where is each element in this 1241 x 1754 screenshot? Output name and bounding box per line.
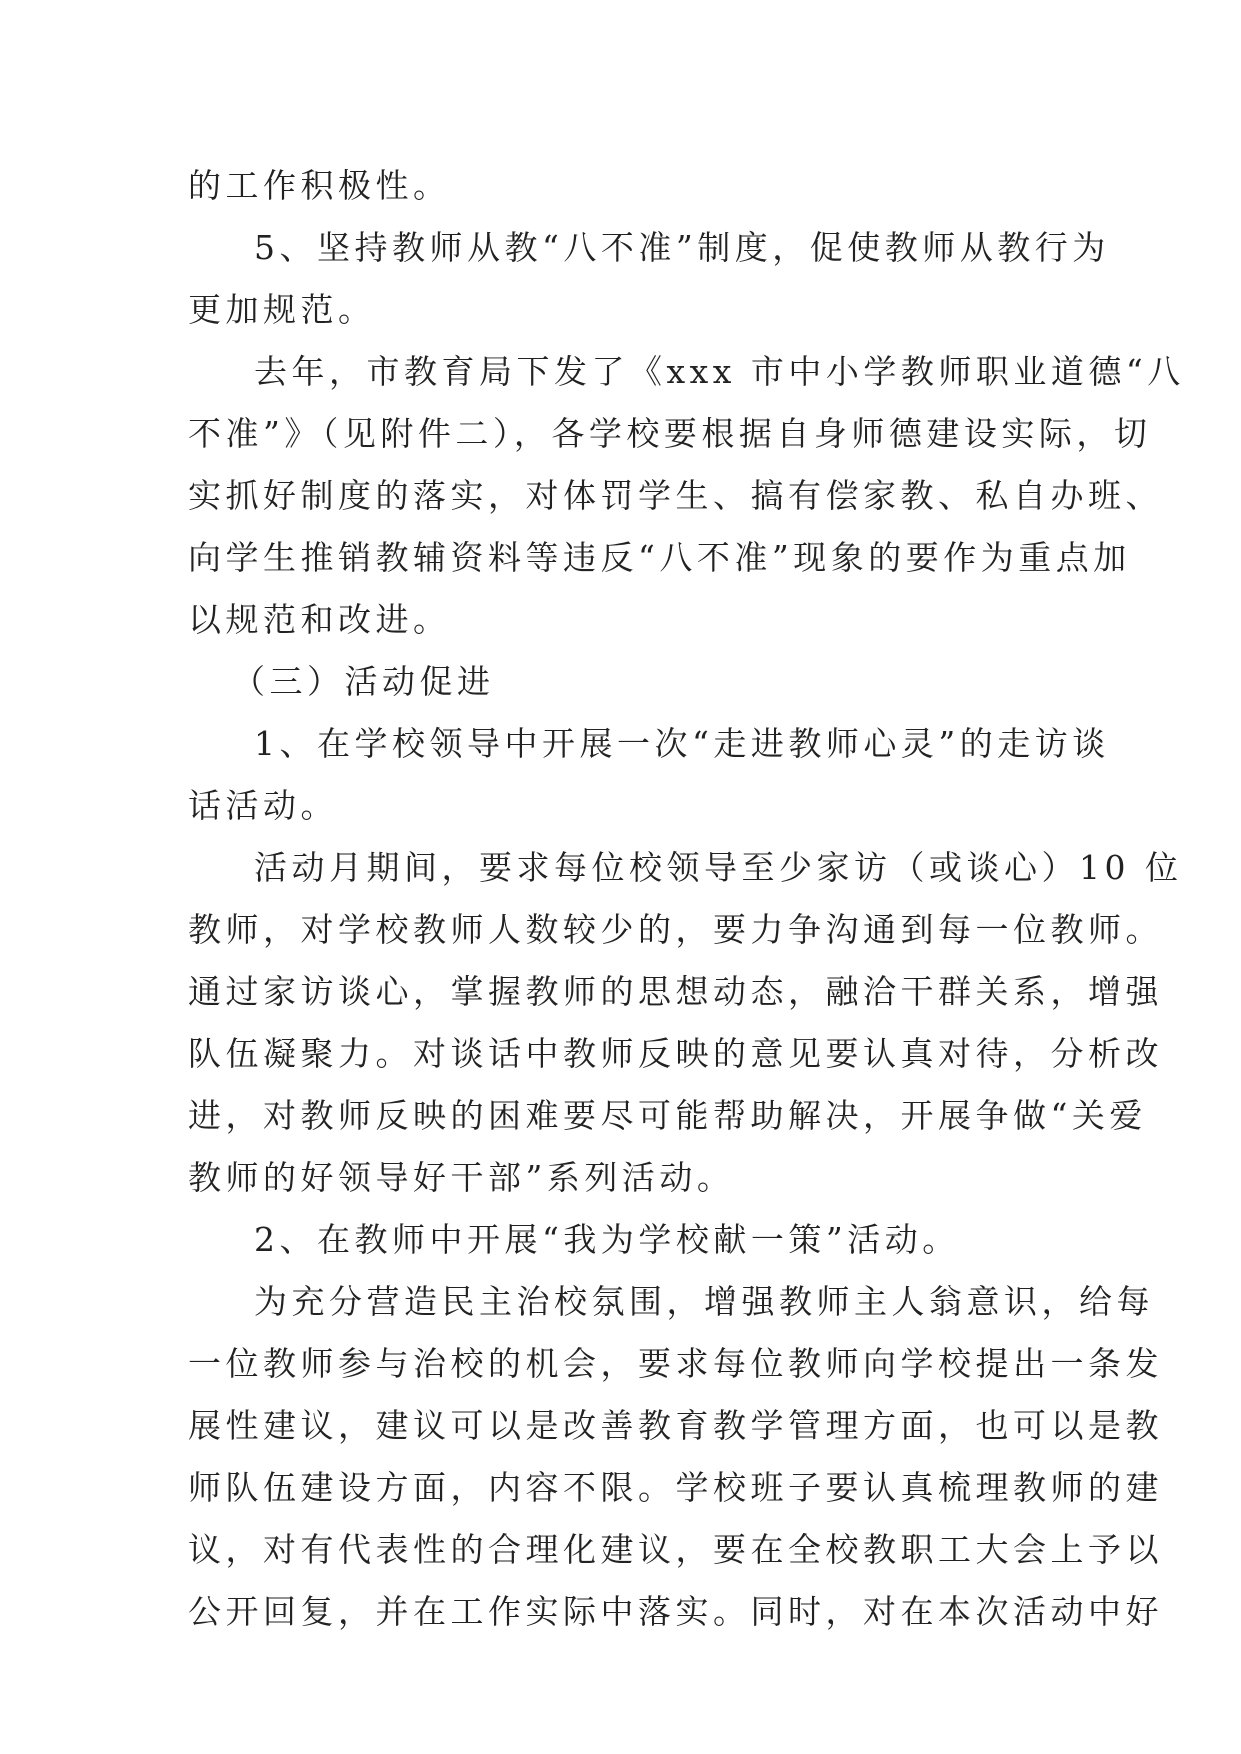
paragraph-line: 公开回复，并在工作实际中落实。同时，对在本次活动中好	[188, 1592, 1163, 1631]
paragraph-line: 不准”》（见附件二），各学校要根据自身师德建设实际，切	[188, 414, 1152, 453]
paragraph-line: 教师，对学校教师人数较少的，要力争沟通到每一位教师。	[188, 910, 1163, 949]
paragraph-line: 教师的好领导好干部”系列活动。	[188, 1158, 735, 1197]
paragraph-line: 进，对教师反映的困难要尽可能帮助解决，开展争做“关爱	[188, 1096, 1147, 1135]
paragraph-line: 的工作积极性。	[188, 166, 451, 205]
section-heading: （三）活动促进	[232, 662, 495, 701]
paragraph-line: 2、在教师中开展“我为学校献一策”活动。	[254, 1220, 960, 1259]
document-body	[188, 155, 1185, 1643]
paragraph-line: 1、在学校领导中开展一次“走进教师心灵”的走访谈	[254, 724, 1110, 763]
paragraph-line: 5、坚持教师从教“八不准”制度，促使教师从教行为	[254, 228, 1110, 267]
paragraph-line: 一位教师参与治校的机会，要求每位教师向学校提出一条发	[188, 1344, 1163, 1383]
paragraph-line: 话活动。	[188, 786, 338, 825]
paragraph-line: 通过家访谈心，掌握教师的思想动态，融洽干群关系，增强	[188, 972, 1163, 1011]
paragraph-line: 以规范和改进。	[188, 600, 451, 639]
paragraph-line: 师队伍建设方面，内容不限。学校班子要认真梳理教师的建	[188, 1468, 1163, 1507]
paragraph-line: 队伍凝聚力。对谈话中教师反映的意见要认真对待，分析改	[188, 1034, 1163, 1073]
paragraph-line: 向学生推销教辅资料等违反“八不准”现象的要作为重点加	[188, 538, 1131, 577]
paragraph-line: 议，对有代表性的合理化建议，要在全校教职工大会上予以	[188, 1530, 1163, 1569]
paragraph-line: 更加规范。	[188, 290, 376, 329]
paragraph-line: 活动月期间，要求每位校领导至少家访（或谈心）10 位	[254, 848, 1183, 887]
paragraph-line: 为充分营造民主治校氛围，增强教师主人翁意识，给每	[254, 1282, 1154, 1321]
paragraph-line: 实抓好制度的落实，对体罚学生、搞有偿家教、私自办班、	[188, 476, 1163, 515]
paragraph-line: 展性建议，建议可以是改善教育教学管理方面，也可以是教	[188, 1406, 1163, 1445]
paragraph-line: 去年，市教育局下发了《xxx 市中小学教师职业道德“八	[254, 352, 1185, 391]
